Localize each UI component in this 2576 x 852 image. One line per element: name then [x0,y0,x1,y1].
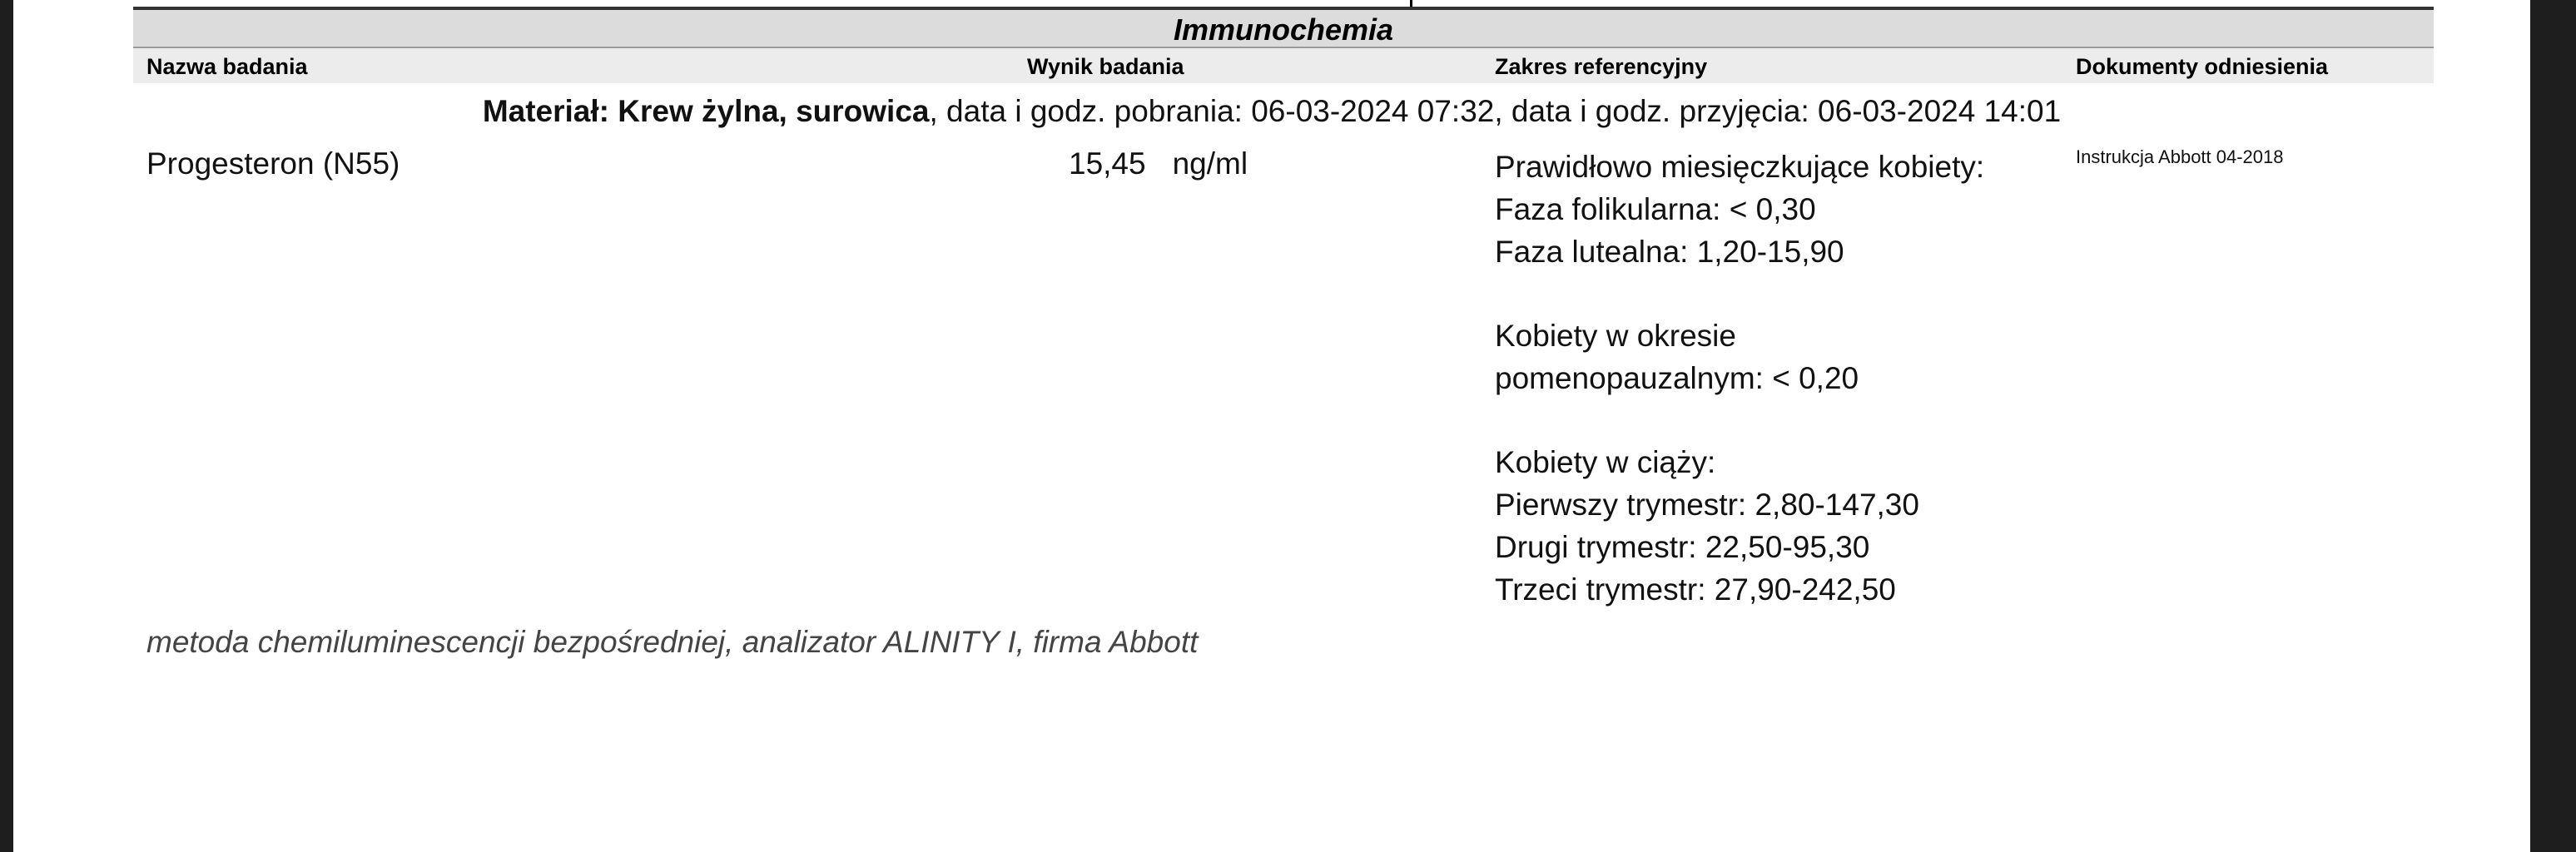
reference-spacer [1495,399,2077,441]
test-result [1069,146,1248,182]
material-details: , data i godz. pobrania: 06-03-2024 07:32, data i godz. przyjęcia: 06-03-2024 14:01 [929,94,2062,128]
reference-line: Pierwszy trymestr: 2,80-147,30 [1495,488,1919,522]
reference-line: Drugi trymestr: 22,50-95,30 [1495,530,1870,564]
column-header-range: Zakres referencyjny [1495,54,1708,79]
material-label: Materiał: Krew żylna, surowica [482,94,930,128]
result-value: 15,45 [1069,146,1146,181]
column-header-result: Wynik badania [1027,54,1184,79]
reference-line: pomenopauzalnym: < 0,20 [1495,361,1859,395]
reference-line: Trzeci trymestr: 27,90-242,50 [1495,572,1896,607]
section-title: Immunochemia [1173,12,1394,47]
reference-document: Instrukcja Abbott 04-2018 [2076,146,2284,167]
result-unit: ng/ml [1172,146,1248,181]
reference-spacer [1495,273,2077,315]
reference-line: Kobiety w okresie [1495,319,1736,353]
method-note: metoda chemiluminescencji bezpośredniej, analizator ALINITY I, firma Abbott [146,625,1199,659]
column-header-name: Nazwa badania [146,54,308,79]
section-header [133,7,2434,48]
reference-line: Kobiety w ciąży: [1495,445,1716,479]
reference-line: Faza folikularna: < 0,30 [1495,192,1816,226]
column-header-docs: Dokumenty odniesienia [2076,54,2329,79]
report-page [13,0,2530,852]
page-edge-mark [1410,0,1412,7]
reference-line: Faza lutealna: 1,20-15,90 [1495,235,1844,269]
test-name: Progesteron (N55) [146,146,400,181]
material-line [13,93,2530,130]
column-header-row [133,48,2434,83]
reference-line: Prawidłowo miesięczkujące kobiety: [1495,150,1985,184]
reference-range [1495,146,2077,611]
